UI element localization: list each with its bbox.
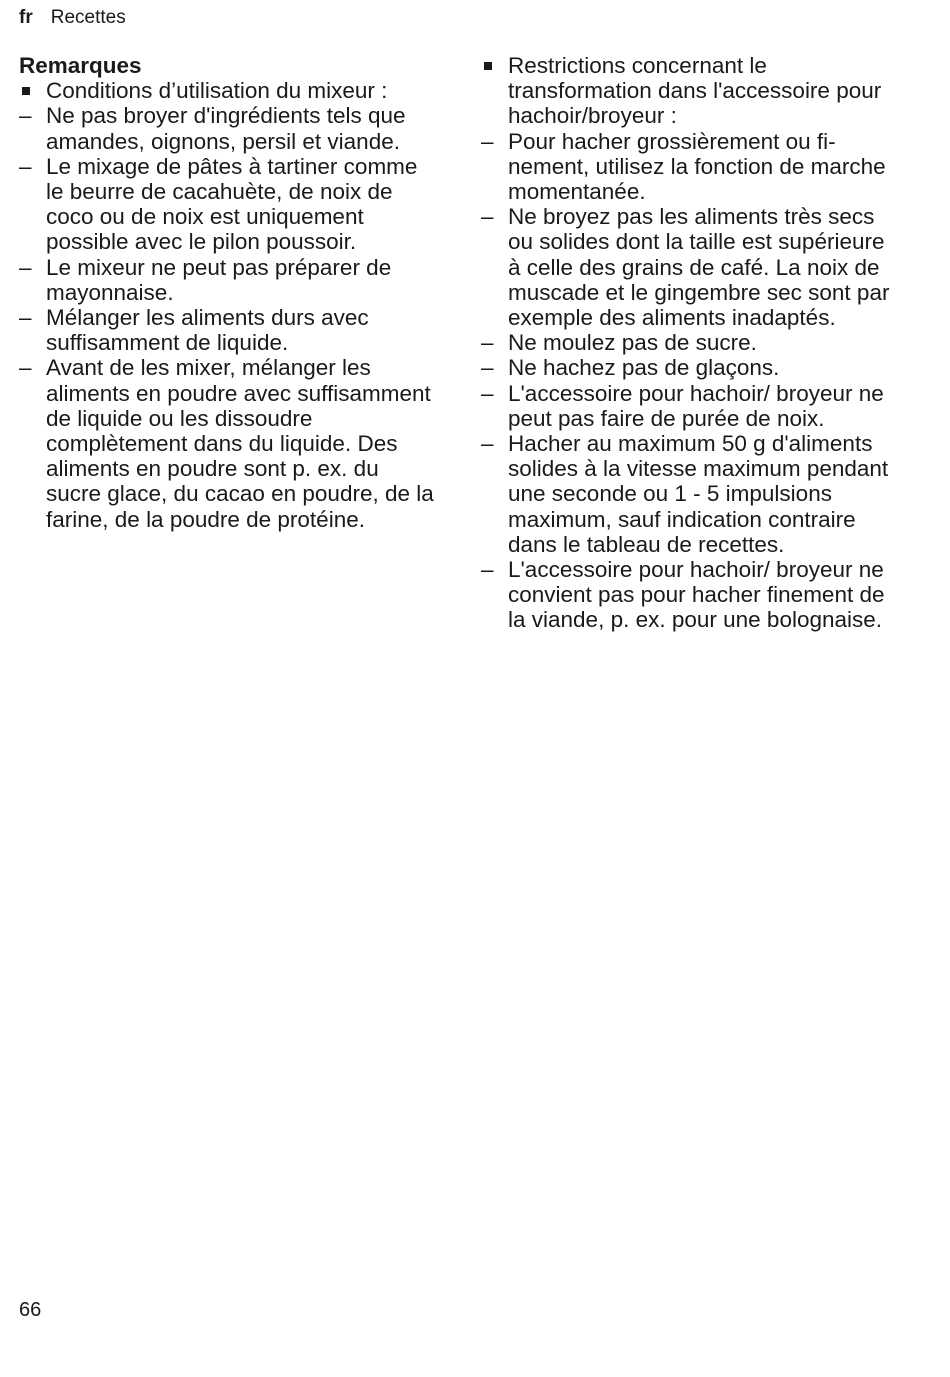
dash-marker: –: [481, 380, 494, 406]
list-item-text: Le mixage de pâtes à tartiner comme le beurre de cacahuète, de noix de coco ou de noix est uniquement possible avec le pilon poussoir.: [46, 153, 418, 255]
square-bullet-icon: [22, 87, 30, 95]
left-column: [19, 53, 439, 532]
list-item-text: Ne moulez pas de sucre.: [508, 330, 757, 356]
dash-marker: –: [19, 103, 32, 129]
list-item-text: Le mixeur ne peut pas préparer de mayonnaise.: [46, 254, 392, 305]
dash-marker: –: [19, 305, 32, 331]
bullet-blender-conditions: [19, 78, 439, 103]
list-item: [481, 431, 901, 557]
square-bullet-icon: [484, 62, 492, 70]
list-item: [481, 381, 901, 431]
dash-marker: –: [19, 355, 32, 381]
list-item: [19, 355, 439, 531]
bullet-text: Conditions d’utilisation du mixeur :: [46, 78, 388, 104]
list-item: [481, 355, 901, 380]
page-number: 66: [19, 1299, 42, 1321]
dash-marker: –: [481, 330, 494, 356]
dash-marker: –: [481, 128, 494, 154]
list-item: [19, 154, 439, 255]
list-item: [19, 305, 439, 355]
dash-marker: –: [481, 557, 494, 583]
dash-marker: –: [481, 355, 494, 381]
dash-marker: –: [481, 431, 494, 457]
bullet-chopper-restrictions: [481, 53, 901, 129]
list-item-text: Pour hacher grossièrement ou finement, utilisez la fonction de marche momentanée.: [508, 128, 886, 205]
list-item: [481, 557, 901, 633]
list-item: [481, 330, 901, 355]
language-code: fr: [19, 7, 33, 28]
right-column: [481, 53, 901, 633]
list-item-text: Ne broyez pas les aliments très secs ou solides dont la taille est supérieure à celle des grains de café. La noix de muscade et le gingembre sec sont par exemple des aliments inadaptés.: [508, 204, 890, 331]
remarks-heading: Remarques: [19, 53, 142, 78]
list-item-text: Mélanger les aliments durs avec suffisamment de liquide.: [46, 305, 369, 356]
list-item-text: L'accessoire pour hachoir/ broyeur ne convient pas pour hacher finement de la viande, p. ex. pour une bolognaise.: [508, 557, 885, 633]
list-item-text: Ne pas broyer d'ingrédients tels que amandes, oignons, persil et viande.: [46, 103, 406, 154]
page-header: [19, 6, 126, 30]
list-item: [481, 204, 901, 330]
list-item-text: Hacher au maximum 50 g d'aliments solides à la vitesse maximum pendant une seconde ou 1 - 5 impulsions maximum, sauf indication contraire dans le tableau de recettes.: [508, 431, 889, 557]
dash-marker: –: [19, 254, 32, 280]
list-item-text: Avant de les mixer, mélanger les aliments en poudre avec suffisamment de liquide ou les dissoudre complètement dans du liquide. Des aliments en poudre sont p. ex. du sucre glace, du cacao en poudre, de la farine, de la poudre de protéine.: [46, 355, 434, 532]
dash-marker: –: [19, 153, 32, 179]
list-item-text: Ne hachez pas de glaçons.: [508, 355, 780, 381]
list-item: [481, 129, 901, 205]
list-item: [19, 103, 439, 153]
bullet-text: Restrictions concernant le transformation dans l'accessoire pour hachoir/broyeur :: [508, 53, 882, 129]
blender-conditions-list: [19, 103, 439, 531]
list-item: [19, 255, 439, 305]
section-title: Recettes: [50, 7, 126, 28]
list-item-text: L'accessoire pour hachoir/ broyeur ne peut pas faire de purée de noix.: [508, 380, 884, 431]
chopper-restrictions-list: [481, 129, 901, 633]
dash-marker: –: [481, 204, 494, 230]
